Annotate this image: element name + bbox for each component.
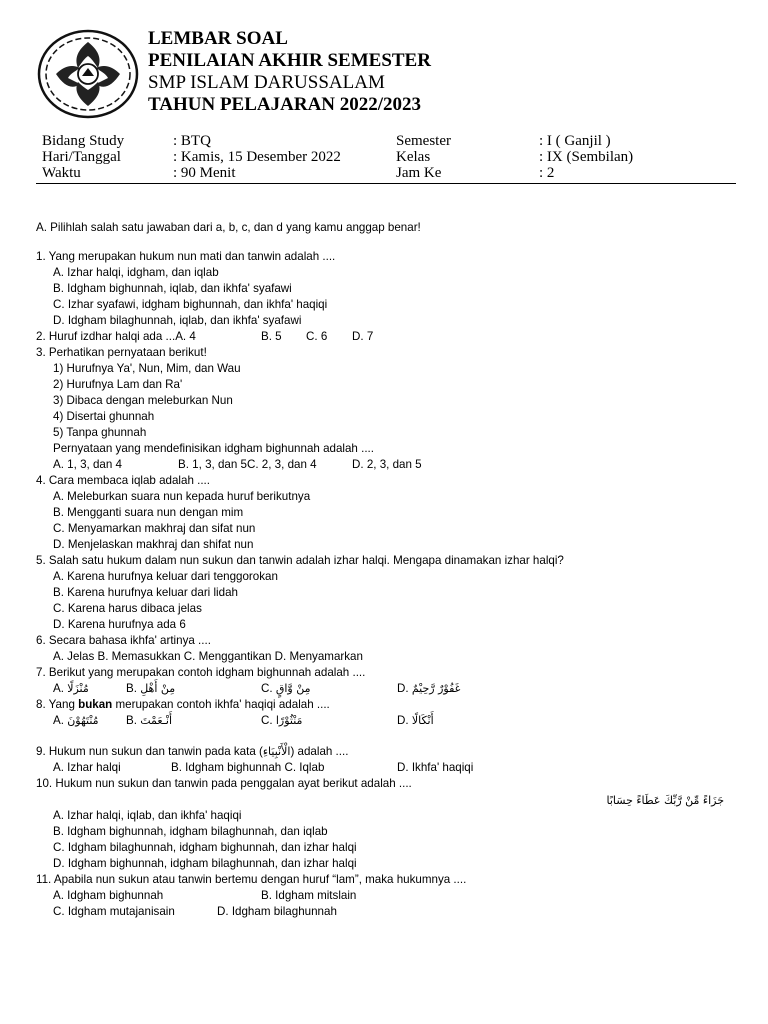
q1-option-b: B. Idgham bighunnah, iqlab, dan ikhfa' syafawi	[53, 282, 292, 295]
q9-option-d: D. Ikhfa' haqiqi	[397, 761, 474, 774]
instruction: A. Pilihlah salah satu jawaban dari a, b, c, dan d yang kamu anggap benar!	[36, 221, 421, 234]
arabic-text: مُنْتَهُوْنَ	[67, 714, 99, 727]
q10-ayat: جَزَاءً مِّنْ رَّبِّكَ عَطَاءً حِسَابًا	[606, 794, 724, 807]
question-4: 4. Cara membaca iqlab adalah ....	[36, 474, 211, 487]
q8-option-b	[126, 713, 172, 729]
info-label: Semester	[396, 133, 451, 149]
q8-text-bold: bukan	[78, 698, 113, 711]
arabic-text: الْأَنْبِيَاءِ	[262, 745, 291, 758]
arabic-text: مِنْ أَهْلِ	[140, 682, 176, 695]
question-10: 10. Hukum nun sukun dan tanwin pada penggalan ayat berikut adalah ....	[36, 777, 412, 790]
header-subtitle: PENILAIAN AKHIR SEMESTER	[148, 50, 431, 71]
info-value: : I ( Ganjil )	[539, 133, 611, 149]
question-5: 5. Salah satu hukum dalam nun sukun dan tanwin adalah izhar halqi. Mengapa dinamakan izhar halqi?	[36, 554, 564, 567]
q3-stem: Pernyataan yang mendefinisikan idgham bighunnah adalah ....	[53, 442, 374, 455]
option-label: A.	[53, 714, 64, 727]
q1-option-d: D. Idgham bilaghunnah, iqlab, dan ikhfa' syafawi	[53, 314, 302, 327]
q2-option-d: D. 7	[352, 330, 374, 343]
option-label: C.	[261, 682, 273, 695]
option-label: B.	[126, 714, 137, 727]
info-label: Bidang Study	[42, 133, 125, 149]
q11-option-a: A. Idgham bighunnah	[53, 889, 164, 902]
arabic-text: غَفُوْرٌ رَّحِيْمٌ	[411, 682, 461, 695]
q3-option-a: A. 1, 3, dan 4	[53, 458, 122, 471]
option-label: D.	[397, 682, 409, 695]
q3-statement: 5) Tanpa ghunnah	[53, 426, 147, 439]
q10-option-b: B. Idgham bighunnah, idgham bilaghunnah, dan iqlab	[53, 825, 328, 838]
q3-option-d: D. 2, 3, dan 5	[352, 458, 422, 471]
q8-option-c	[261, 713, 302, 729]
header-year: TAHUN PELAJARAN 2022/2023	[148, 94, 422, 115]
question-8	[36, 697, 330, 713]
arabic-text: أَنْـعَمْتَ	[140, 714, 173, 727]
q1-option-a: A. Izhar halqi, idgham, dan iqlab	[53, 266, 219, 279]
q7-option-d	[397, 681, 460, 697]
info-label: Jam Ke	[396, 165, 442, 181]
q10-option-c: C. Idgham bilaghunnah, idgham bighunnah, dan izhar halqi	[53, 841, 357, 854]
arabic-text: أَنْكَالًا	[411, 714, 434, 727]
question-2: 2. Huruf izdhar halqi ada ...A. 4	[36, 330, 196, 343]
info-value: : IX (Sembilan)	[539, 149, 634, 165]
arabic-text: مِنْ وَّاقٍ	[275, 682, 311, 695]
q7-option-b	[126, 681, 175, 697]
info-row	[42, 165, 742, 181]
q9-option-a: A. Izhar halqi	[53, 761, 121, 774]
info-value: : Kamis, 15 Desember 2022	[173, 149, 341, 165]
info-row	[42, 149, 742, 165]
school-logo	[36, 28, 140, 120]
info-value: : 90 Menit	[173, 165, 236, 181]
q8-option-d	[397, 713, 434, 729]
info-label: Waktu	[42, 165, 81, 181]
q6-options: A. Jelas B. Memasukkan C. Menggantikan D. Menyamarkan	[53, 650, 363, 663]
q5-option-d: D. Karena hurufnya ada 6	[53, 618, 186, 631]
info-row	[42, 133, 742, 149]
q5-option-b: B. Karena hurufnya keluar dari lidah	[53, 586, 238, 599]
q10-option-a: A. Izhar halqi, iqlab, dan ikhfa' haqiqi	[53, 809, 242, 822]
question-3: 3. Perhatikan pernyataan berikut!	[36, 346, 207, 359]
q4-option-c: C. Menyamarkan makhraj dan sifat nun	[53, 522, 256, 535]
exam-info	[42, 133, 742, 181]
document-header	[148, 28, 431, 116]
q11-option-b: B. Idgham mitslain	[261, 889, 357, 902]
q8-text-post: merupakan contoh ikhfa' haqiqi adalah ....	[112, 698, 330, 711]
option-label: D.	[397, 714, 409, 727]
q3-statement: 1) Hurufnya Ya', Nun, Mim, dan Wau	[53, 362, 241, 375]
question-1: 1. Yang merupakan hukum nun mati dan tanwin adalah ....	[36, 250, 336, 263]
q8-option-a	[53, 713, 99, 729]
question-9	[36, 744, 348, 760]
q9-text-post: ) adalah ....	[290, 745, 349, 758]
header-title: LEMBAR SOAL	[148, 28, 288, 49]
info-value: : 2	[539, 165, 555, 181]
q3-statement: 4) Disertai ghunnah	[53, 410, 155, 423]
q3-statement: 3) Dibaca dengan meleburkan Nun	[53, 394, 233, 407]
q11-option-d: D. Idgham bilaghunnah	[217, 905, 337, 918]
q10-option-d: D. Idgham bighunnah, idgham bilaghunnah, dan izhar halqi	[53, 857, 357, 870]
q1-option-c: C. Izhar syafawi, idgham bighunnah, dan ikhfa' haqiqi	[53, 298, 328, 311]
q8-text-pre: 8. Yang	[36, 698, 79, 711]
info-label: Hari/Tanggal	[42, 149, 121, 165]
q4-option-a: A. Meleburkan suara nun kepada huruf berikutnya	[53, 490, 311, 503]
q4-option-d: D. Menjelaskan makhraj dan shifat nun	[53, 538, 254, 551]
arabic-text: مُنْزَلًا	[67, 682, 89, 695]
header-divider	[36, 183, 736, 184]
q3-option-bc: B. 1, 3, dan 5C. 2, 3, dan 4	[178, 458, 317, 471]
option-label: B.	[126, 682, 137, 695]
option-label: C.	[261, 714, 273, 727]
info-label: Kelas	[396, 149, 431, 165]
q11-option-c: C. Idgham mutajanisain	[53, 905, 175, 918]
question-11: 11. Apabila nun sukun atau tanwin bertemu dengan huruf “lam”, maka hukumnya ....	[36, 873, 467, 886]
question-6: 6. Secara bahasa ikhfa' artinya ....	[36, 634, 211, 647]
q2-option-c: C. 6	[306, 330, 328, 343]
q7-option-c	[261, 681, 311, 697]
q5-option-c: C. Karena harus dibaca jelas	[53, 602, 202, 615]
q3-statement: 2) Hurufnya Lam dan Ra'	[53, 378, 183, 391]
option-label: A.	[53, 682, 64, 695]
arabic-text: مَنْثُوْرًا	[275, 714, 303, 727]
question-7: 7. Berikut yang merupakan contoh idgham bighunnah adalah ....	[36, 666, 366, 679]
q7-option-a	[53, 681, 89, 697]
q5-option-a: A. Karena hurufnya keluar dari tenggorokan	[53, 570, 278, 583]
info-value: : BTQ	[173, 133, 211, 149]
header-school: SMP ISLAM DARUSSALAM	[148, 72, 385, 93]
q4-option-b: B. Mengganti suara nun dengan mim	[53, 506, 244, 519]
q2-option-b: B. 5	[261, 330, 282, 343]
q9-text-pre: 9. Hukum nun sukun dan tanwin pada kata (	[36, 745, 263, 758]
q9-option-bc: B. Idgham bighunnah C. Iqlab	[171, 761, 325, 774]
